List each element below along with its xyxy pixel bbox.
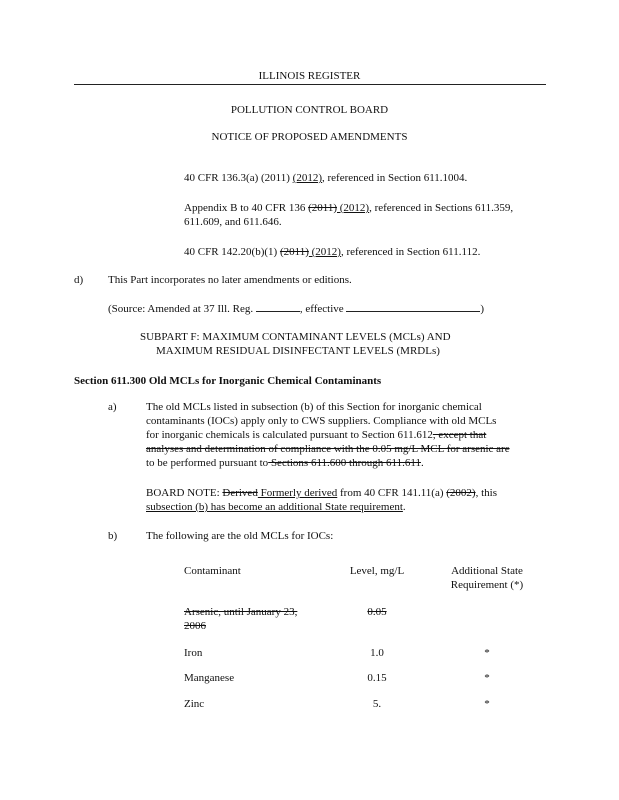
table-row-1-name: Arsenic, until January 23, (184, 606, 298, 618)
col-header-state-2: Requirement (*) (450, 579, 524, 591)
table-row-4-state: * (484, 698, 490, 710)
table-row-3-name: Manganese (184, 672, 235, 684)
table-row-2-state: * (484, 647, 490, 659)
board-title: POLLUTION CONTROL BOARD (230, 104, 389, 116)
board-note-line2: subsection (b) has become an additional State requirement. (146, 501, 406, 513)
notice-title: NOTICE OF PROPOSED AMENDMENTS (211, 131, 408, 143)
table-row-1-name-cont: 2006 (184, 620, 206, 632)
reference-3: 40 CFR 142.20(b)(1) (2011) (2012), referenced in Section 611.112. (184, 246, 481, 258)
reference-1: 40 CFR 136.3(a) (2011) (2012), referenced in Section 611.1004. (184, 172, 468, 184)
para-a-line4: analyses and determination of compliance with the 0.05 mg/L MCL for arsenic are (146, 443, 510, 455)
header-rule (74, 84, 546, 85)
col-header-level: Level, mg/L (349, 565, 405, 577)
board-note-line1: BOARD NOTE: Derived Formerly derived from 40 CFR 141.11(a) (2002), this (146, 487, 497, 499)
para-b-label: b) (108, 530, 118, 542)
volume-page-blank (256, 302, 300, 312)
effective-date-blank (346, 302, 480, 312)
table-row-3-level: 0.15 (367, 672, 387, 684)
subpart-heading-line2: MAXIMUM RESIDUAL DISINFECTANT LEVELS (MRDLs) (156, 345, 440, 357)
table-row-4-level: 5. (372, 698, 382, 710)
table-row-2-level: 1.0 (370, 647, 384, 659)
subsection-d-label: d) (74, 274, 84, 286)
col-header-contaminant: Contaminant (184, 565, 241, 577)
para-a-label: a) (108, 401, 117, 413)
register-title: ILLINOIS REGISTER (258, 70, 361, 82)
para-a-line5: to be performed pursuant to Sections 611.600 through 611.611. (146, 457, 424, 469)
section-heading: Section 611.300 Old MCLs for Inorganic Chemical Contaminants (74, 375, 382, 387)
source-line: (Source: Amended at 37 Ill. Reg. , effective ) (108, 303, 485, 315)
table-row-2-name: Iron (184, 647, 203, 659)
table-row-3-state: * (484, 672, 490, 684)
subpart-heading-line1: SUBPART F: MAXIMUM CONTAMINANT LEVELS (MCLs) AND (140, 331, 451, 343)
col-header-state-1: Additional State (451, 565, 523, 577)
reference-2-cont: 611.609, and 611.646. (184, 216, 282, 228)
table-row-1-level: 0.05 (367, 606, 387, 618)
para-a-line1: The old MCLs listed in subsection (b) of this Section for inorganic chemical (146, 401, 482, 413)
para-a-line3: for inorganic chemicals is calculated pursuant to Section 611.612, except that (146, 429, 487, 441)
para-a-line2: contaminants (IOCs) apply only to CWS suppliers. Compliance with old MCLs (146, 415, 497, 427)
para-b-text: The following are the old MCLs for IOCs: (146, 530, 334, 542)
reference-2: Appendix B to 40 CFR 136 (2011) (2012), referenced in Sections 611.359, (184, 202, 514, 214)
table-row-4-name: Zinc (184, 698, 205, 710)
subsection-d-text: This Part incorporates no later amendments or editions. (108, 274, 352, 286)
